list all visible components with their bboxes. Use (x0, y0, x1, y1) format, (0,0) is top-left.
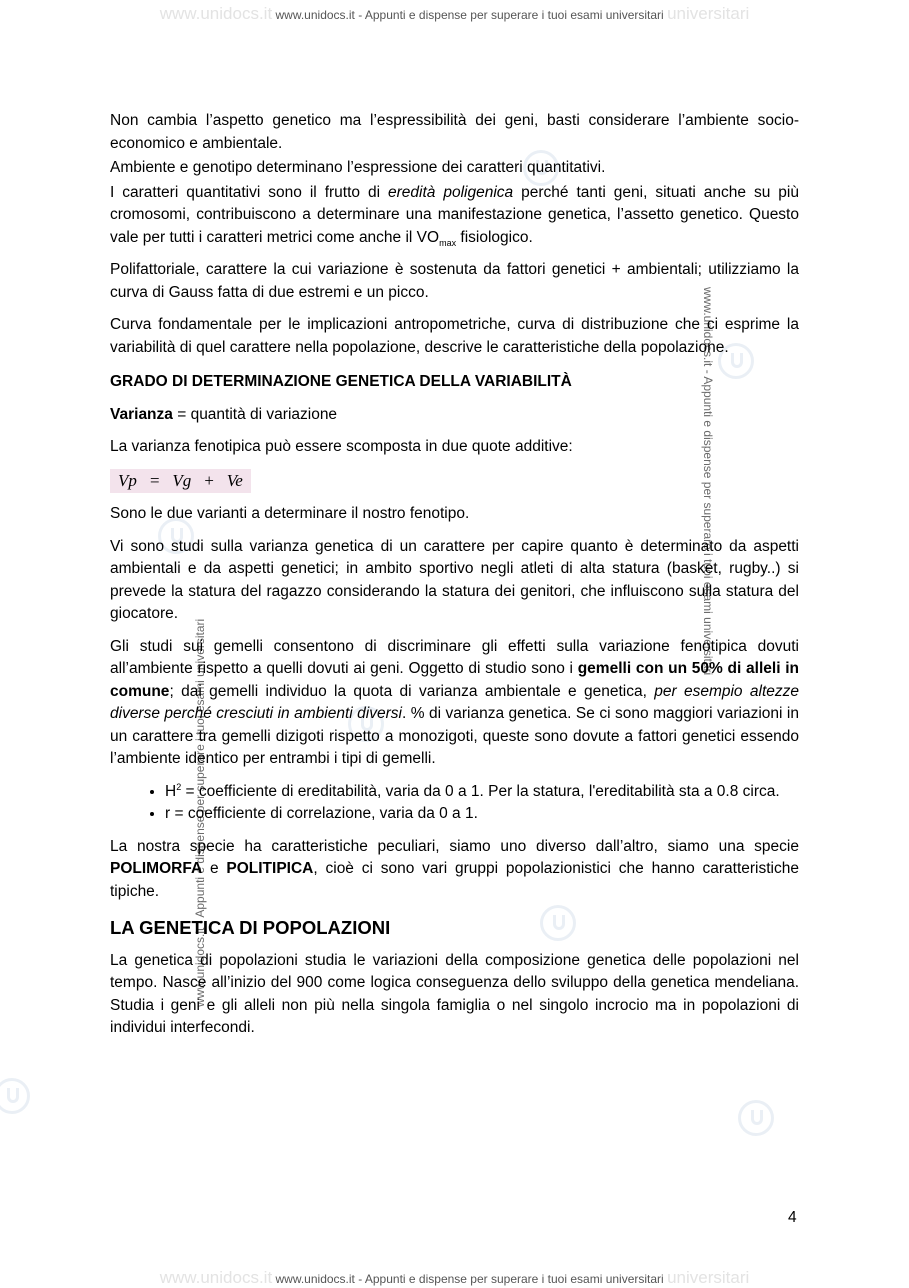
unidocs-logo-icon (0, 1078, 30, 1114)
bullet-list (110, 781, 799, 826)
watermark-ghost-left: www.unidocs.it (159, 4, 273, 23)
paragraph: La varianza fenotipica può essere scomposta in due quote additive: (110, 438, 573, 455)
paragraph: Ambiente e genotipo determinano l’espressione dei caratteri quantitativi. (110, 159, 606, 176)
watermark-left: www.unidocs.it - Appunti e dispense per superare i tuoi esami universitari (193, 618, 207, 1007)
watermark-ghost-right: universitari (667, 4, 750, 23)
watermark-bottom-text: www.unidocs.it - Appunti e dispense per superare i tuoi esami universitari (275, 1272, 664, 1286)
document-body (110, 110, 799, 1040)
paragraph: Non cambia l’aspetto genetico ma l’espressibilità dei geni, basti considerare l’ambiente socio-economico e ambientale. (110, 112, 799, 152)
watermark-bottom (0, 1268, 909, 1288)
paragraph: I caratteri quantitativi sono il frutto di eredità poligenica perché tanti geni, situati anche su più cromosomi, contribuiscono a determinare una manifestazione genetica, l’assetto genetico. Questo vale per tutti i caratteri metrici come anche il $VO_{max}$ fisiologico. (110, 183, 799, 248)
unidocs-logo-icon (738, 1100, 774, 1136)
watermark-bottom-ghost-left: www.unidocs.it (159, 1268, 273, 1287)
paragraph: Gli studi sui gemelli consentono di discriminare gli effetti sulla variazione fenotipica dovuti all’ambiente rispetto a quelli dovuti ai geni. Oggetto di studio sono i gemelli con un 50% di alleli in comune; dai gemelli individuo la quota di varianza ambientale e genetica, per esempio altezze diverse perché cresciuti in ambienti diversi. % di varianza genetica. Se ci sono maggiori variazioni in un carattere tra gemelli dizigoti rispetto a monozigoti, queste sono dovute a fattori genetici essendo l’ambiente identico per entrambi i tipi di gemelli. (110, 637, 800, 767)
paragraph: La genetica di popolazioni studia le variazioni della composizione genetica delle popolazioni nel tempo. Nasce all’inizio del 900 come logica conseguenza dello sviluppo della genetica mendeliana. Studia i geni e gli alleli non più nella singola famiglia o nel singolo incrocio ma in popolazioni di individui interfecondi. (110, 951, 799, 1036)
formula: Vp = Vg + Ve (110, 469, 251, 493)
paragraph: Polifattoriale, carattere la cui variazione è sostenuta da fattori genetici + ambientali; utilizziamo la curva di Gauss fatta di due estremi e un picco. (110, 261, 799, 301)
watermark-right: www.unidocs.it - Appunti e dispense per superare i tuoi esami universitari (701, 287, 715, 676)
watermark-top (0, 4, 909, 24)
watermark-top-text: www.unidocs.it - Appunti e dispense per superare i tuoi esami universitari (275, 8, 664, 22)
page-number: 4 (788, 1209, 797, 1226)
paragraph: La nostra specie ha caratteristiche peculiari, siamo uno diverso dall’altro, siamo una specie POLIMORFA e POLITIPICA, cioè ci sono vari gruppi popolazionistici che hanno caratteristiche tipiche. (110, 837, 799, 900)
paragraph: Vi sono studi sulla varianza genetica di un carattere per capire quanto è determinato da aspetti ambientali e da aspetti genetici; in ambito sportivo negli atleti di alta statura (basket, rugby..) si prevede la statura del ragazzo considerando la statura dei genitori, che influiscono sulla statura del giocatore. (110, 537, 799, 622)
watermark-bottom-ghost-right: universitari (667, 1268, 750, 1287)
list-item: • r = coefficiente di correlazione, varia da 0 a 1. (165, 803, 799, 826)
definition: Varianza = quantità di variazione (110, 405, 338, 423)
section-title: LA GENETICA DI POPOLAZIONI (110, 917, 391, 938)
paragraph: Sono le due varianti a determinare il nostro fenotipo. (110, 505, 470, 522)
list-item: • $H^2$ = coefficiente di ereditabilità, varia da 0 a 1. Per la statura, l'ereditabilità sta a 0.8 circa. (165, 781, 799, 804)
paragraph: Curva fondamentale per le implicazioni antropometriche, curva di distribuzione che ci esprime la variabilità di quel carattere nella popolazione, descrive le caratteristiche della popolazione. (110, 316, 799, 356)
section-heading: GRADO DI DETERMINAZIONE GENETICA DELLA VARIABILITÀ (110, 373, 572, 390)
